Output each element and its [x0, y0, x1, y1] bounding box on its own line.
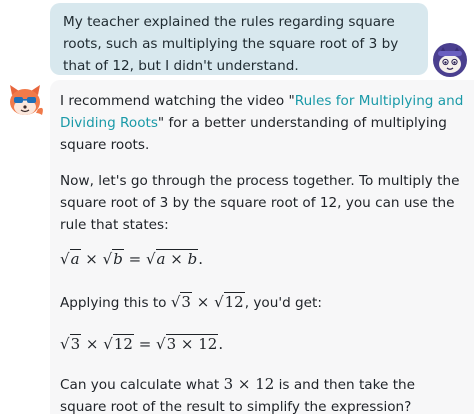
assistant-explanation: Now, let's go through the process together. To multiply the square root of 3 by the square root of 12, you can use the rule that states:: [60, 173, 460, 233]
video-link[interactable]: Rules for Multiplying and Dividing Roots: [60, 93, 464, 131]
assistant-apply-line: Applying this to √3 × √12, you'd get:: [60, 293, 322, 311]
result-formula: √3 × √12 = √3 × 12.: [60, 335, 224, 353]
assistant-intro: I recommend watching the video "Rules for Multiplying and Dividing Roots" for a better understanding of multiplying square roots.: [60, 93, 464, 153]
user-message-bubble: [50, 3, 428, 75]
assistant-question: Can you calculate what 3 × 12 is and then take the square root of the result to simplify the expression?: [60, 375, 416, 415]
assistant-avatar-icon: [5, 83, 45, 119]
user-message-text: My teacher explained the rules regarding square roots, such as multiplying the square root of 3 by that of 12, but I didn't understand.: [63, 14, 399, 74]
user-avatar-icon: [432, 42, 468, 78]
rule-formula: √a × √b = √a × b.: [60, 250, 203, 268]
question-expression: 3 × 12: [223, 375, 275, 393]
apply-expression: √3 × √12: [170, 293, 244, 311]
